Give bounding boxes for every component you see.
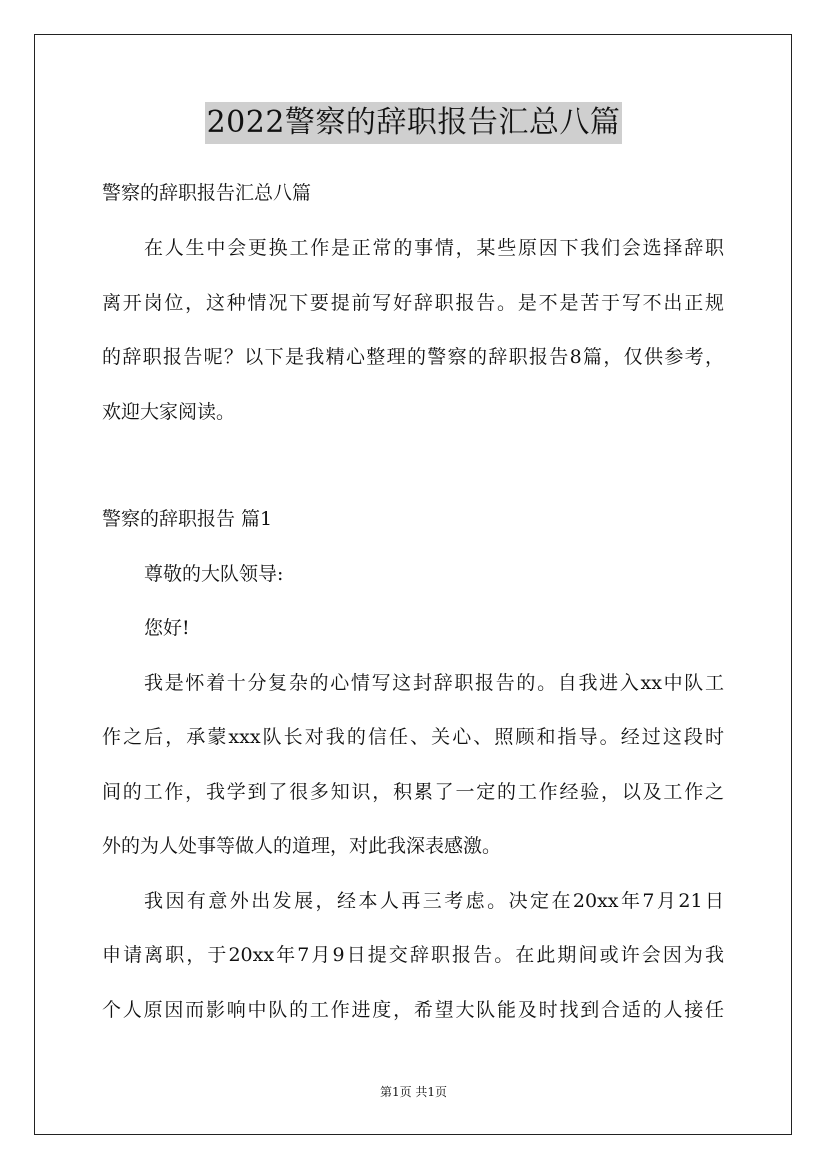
paragraph-line: 作之后，承蒙xxx队长对我的信任、关心、照顾和指导。经过这段时 [102, 726, 724, 748]
paragraph-line: 间的工作，我学到了很多知识，积累了一定的工作经验，以及工作之 [102, 781, 724, 803]
intro-line: 的辞职报告呢？以下是我精心整理的警察的辞职报告8篇，仅供参考， [102, 346, 724, 368]
intro-line: 在人生中会更换工作是正常的事情，某些原因下我们会选择辞职 [144, 237, 724, 259]
page-footer: 第1页 共1页 [379, 1085, 448, 1099]
paragraph-line: 外的为人处事等做人的道理，对此我深表感激。 [102, 835, 502, 857]
greeting: 您好! [144, 617, 190, 639]
intro-line: 离开岗位，这种情况下要提前写好辞职报告。是不是苦于写不出正规 [102, 292, 724, 314]
document-title: 2022警察的辞职报告汇总八篇 [205, 102, 623, 144]
paragraph-line: 个人原因而影响中队的工作进度，希望大队能及时找到合适的人接任 [102, 999, 724, 1021]
paragraph-line: 我因有意外出发展，经本人再三考虑。决定在20xx年7月21日 [144, 890, 724, 912]
salutation: 尊敬的大队领导: [144, 563, 284, 585]
paragraph-line: 我是怀着十分复杂的心情写这封辞职报告的。自我进入xx中队工 [144, 672, 724, 694]
paragraph-line: 申请离职，于20xx年7月9日提交辞职报告。在此期间或许会因为我 [102, 944, 724, 966]
document-subtitle: 警察的辞职报告汇总八篇 [102, 182, 312, 204]
title-container [0, 102, 827, 144]
section-heading: 警察的辞职报告 篇1 [102, 508, 273, 530]
intro-line: 欢迎大家阅读。 [102, 401, 236, 423]
